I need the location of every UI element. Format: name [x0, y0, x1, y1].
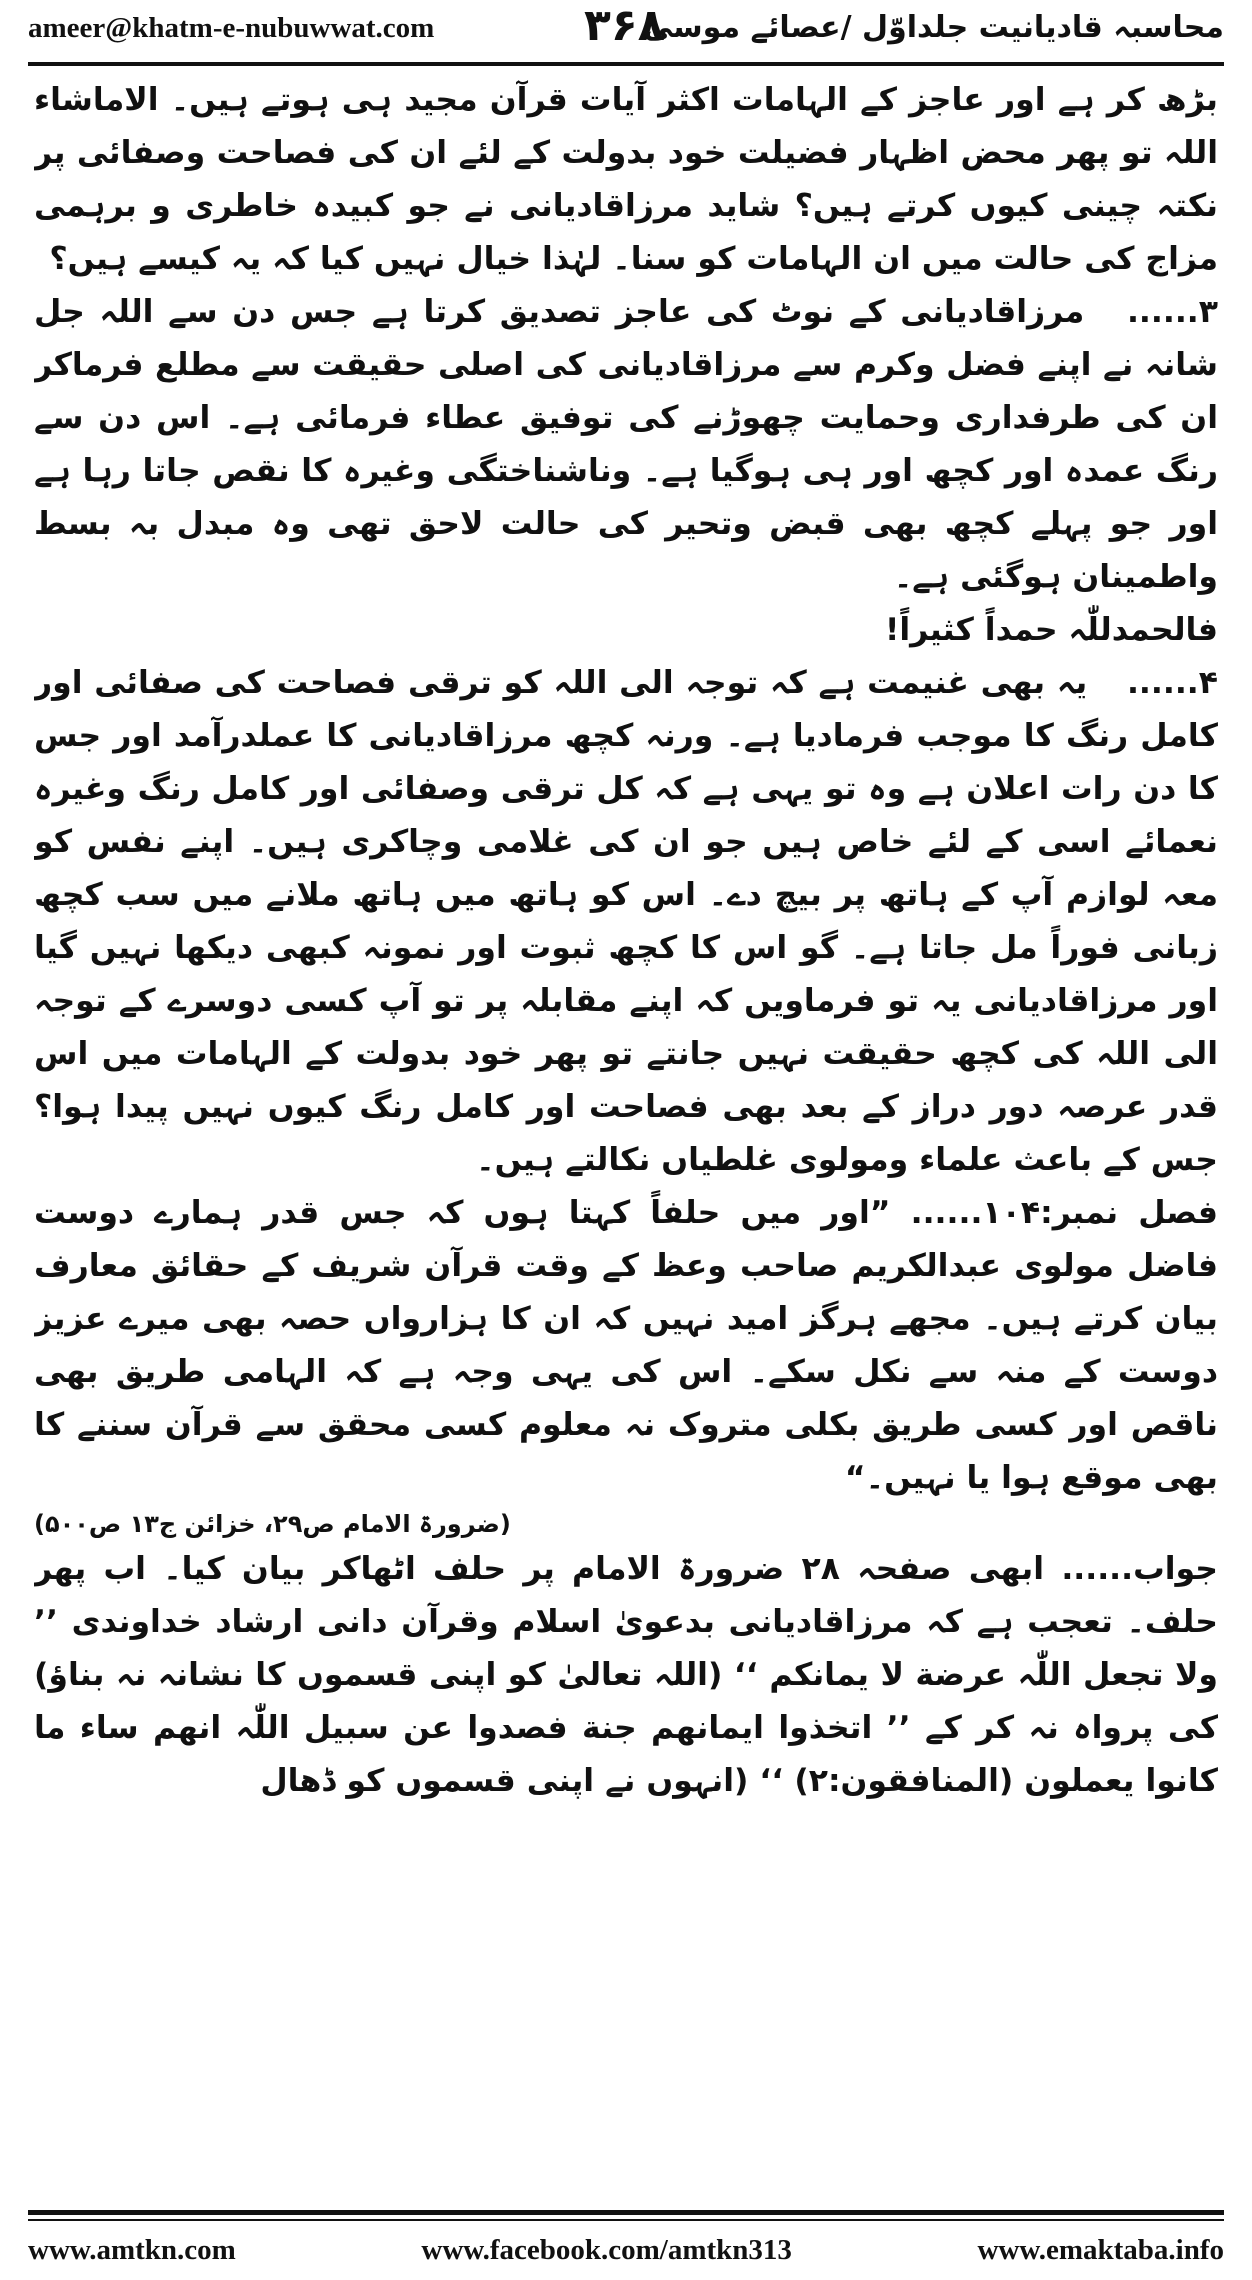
ayah-2-reference: (المنافقون:۲) — [794, 1763, 1014, 1799]
footer-link-facebook[interactable]: www.facebook.com/amtkn313 — [421, 2233, 792, 2266]
answer-text-3: ‘‘ (انہوں نے اپنی قسموں کو ڈھال — [260, 1763, 784, 1799]
answer-text-1: ابھی صفحہ ۲۸ ضرورۃ الامام پر حلف اٹھاکر بیان کیا۔ اب پھر حلف۔ تعجب ہے کہ مرزاقادیانی بدعویٰ اسلام وقرآن دانی ارشاد خداوندی ’’ — [34, 1551, 1218, 1640]
footer-divider-thin — [28, 2219, 1224, 2221]
book-title: محاسبہ قادیانیت جلداوّل /عصائے موسیٰ — [642, 10, 1224, 45]
header-divider — [28, 62, 1224, 66]
fasl-reference: (ضرورۃ الامام ص۲۹، خزائن ج۱۳ ص۵۰۰) — [34, 1510, 511, 1538]
footer-divider-thick — [28, 2210, 1224, 2215]
item-4 — [34, 657, 1218, 1187]
page-number: ۳۶۸ — [584, 0, 665, 51]
answer-text-2: ‘‘ (اللہ تعالیٰ کو اپنی قسموں کا نشانہ نہ بناؤ) کی پرواہ نہ کر کے ’’ — [34, 1657, 1218, 1746]
answer-label: جواب...... — [1061, 1551, 1218, 1587]
ayah-1: ولا تجعل اللّٰہ عرضة لا یمانکم — [769, 1657, 1218, 1693]
header-email[interactable]: ameer@khatm-e-nubuwwat.com — [28, 12, 435, 44]
page-footer — [28, 2228, 1224, 2272]
fasl-quote: ”اور میں حلفاً کہتا ہوں کہ جس قدر ہمارے دوست فاضل مولوی عبدالکریم صاحب وعظ کے وقت قرآن شریف کے حقائق معارف بیان کرتے ہیں۔ مجھے ہرگز امید نہیں کہ ان کا ہزارواں حصہ بھی میرے عزیز دوست کے منہ سے نکل سکے۔ اس کی یہی وجہ ہے کہ الہامی طریق بھی ناقص اور کسی طریق بکلی متروک نہ معلوم کسی محقق سے قرآن سننے کا بھی موقع ہوا یا نہیں۔“ — [34, 1195, 1218, 1496]
fasl-104 — [34, 1187, 1218, 1543]
fasl-label: فصل نمبر:۱۰۴...... — [910, 1195, 1218, 1231]
item-3-text: مرزاقادیانی کے نوٹ کی عاجز تصدیق کرتا ہے جس دن سے اللہ جل شانہ نے اپنے فضل وکرم سے مرزاقادیانی کی اصلی حقیقت سے مطلع فرماکر ان کی طرفداری وحمایت چھوڑنے کی توفیق عطاء فرمائی ہے۔ اس دن سے رنگ عمدہ اور کچھ اور ہی ہوگیا ہے۔ وناشناختگی وغیرہ کا نقص جاتا رہا ہے اور جو پہلے کچھ بھی قبض وتحیر کی حالت لاحق تھی وہ مبدل بہ بسط واطمینان ہوگئی ہے۔ — [34, 294, 1218, 595]
ayah-2: اتخذوا ایمانھم جنة فصدوا عن سبیل اللّٰہ انھم ساء ما کانوا یعملون — [34, 1710, 1218, 1799]
answer — [34, 1543, 1218, 1808]
footer-link-emaktaba[interactable]: www.emaktaba.info — [977, 2233, 1224, 2266]
item-4-number: ۴...... — [1126, 665, 1218, 701]
item-3-number: ۳...... — [1126, 294, 1218, 330]
paragraph-continuation: بڑھ کر ہے اور عاجز کے الہامات اکثر آیات قرآن مجید ہی ہوتے ہیں۔ الاماشاء اللہ تو پھر محض اظہار فضیلت خود بدولت کے لئے ان کی فصاحت وصفائی پر نکتہ چینی کیوں کرتے ہیں؟ شاید مرزاقادیانی نے جو کبیدہ خاطری و برہمی مزاج کی حالت میں ان الہامات کو سنا۔ لہٰذا خیال نہیں کیا کہ یہ کیسے ہیں؟ — [34, 82, 1218, 277]
item-3-closing: فالحمدللّٰہ حمداً کثیراً! — [885, 612, 1218, 648]
item-4-text: یہ بھی غنیمت ہے کہ توجہ الی اللہ کو ترقی فصاحت کی صفائی اور کامل رنگ کا موجب فرمادیا ہے۔ ورنہ کچھ مرزاقادیانی کا عملدرآمد اور جس کا دن رات اعلان ہے وہ تو یہی ہے کہ کل ترقی وصفائی اور کامل رنگ وغیرہ نعمائے اسی کے لئے خاص ہیں جو ان کی غلامی وچاکری ہیں۔ اپنے نفس کو معہ لوازم آپ کے ہاتھ پر بیچ دے۔ اس کو ہاتھ میں ہاتھ ملانے میں سب کچھ زبانی فوراً مل جاتا ہے۔ گو اس کا کچھ ثبوت اور نمونہ کبھی دیکھا نہیں گیا اور مرزاقادیانی یہ تو فرماویں کہ اپنے مقابلہ پر تو آپ کسی دوسرے کے توجہ الی اللہ کی کچھ حقیقت نہیں جانتے تو پھر خود بدولت کے الہامات میں اس قدر عرصہ دور دراز کے بعد بھی فصاحت اور کامل رنگ کیوں نہیں پیدا ہوا؟ جس کے باعث علماء ومولوی غلطیاں نکالتے ہیں۔ — [34, 665, 1218, 1178]
page-body — [34, 74, 1218, 2194]
footer-link-amtkn[interactable]: www.amtkn.com — [28, 2233, 236, 2266]
item-3 — [34, 286, 1218, 657]
page-header — [28, 0, 1224, 56]
